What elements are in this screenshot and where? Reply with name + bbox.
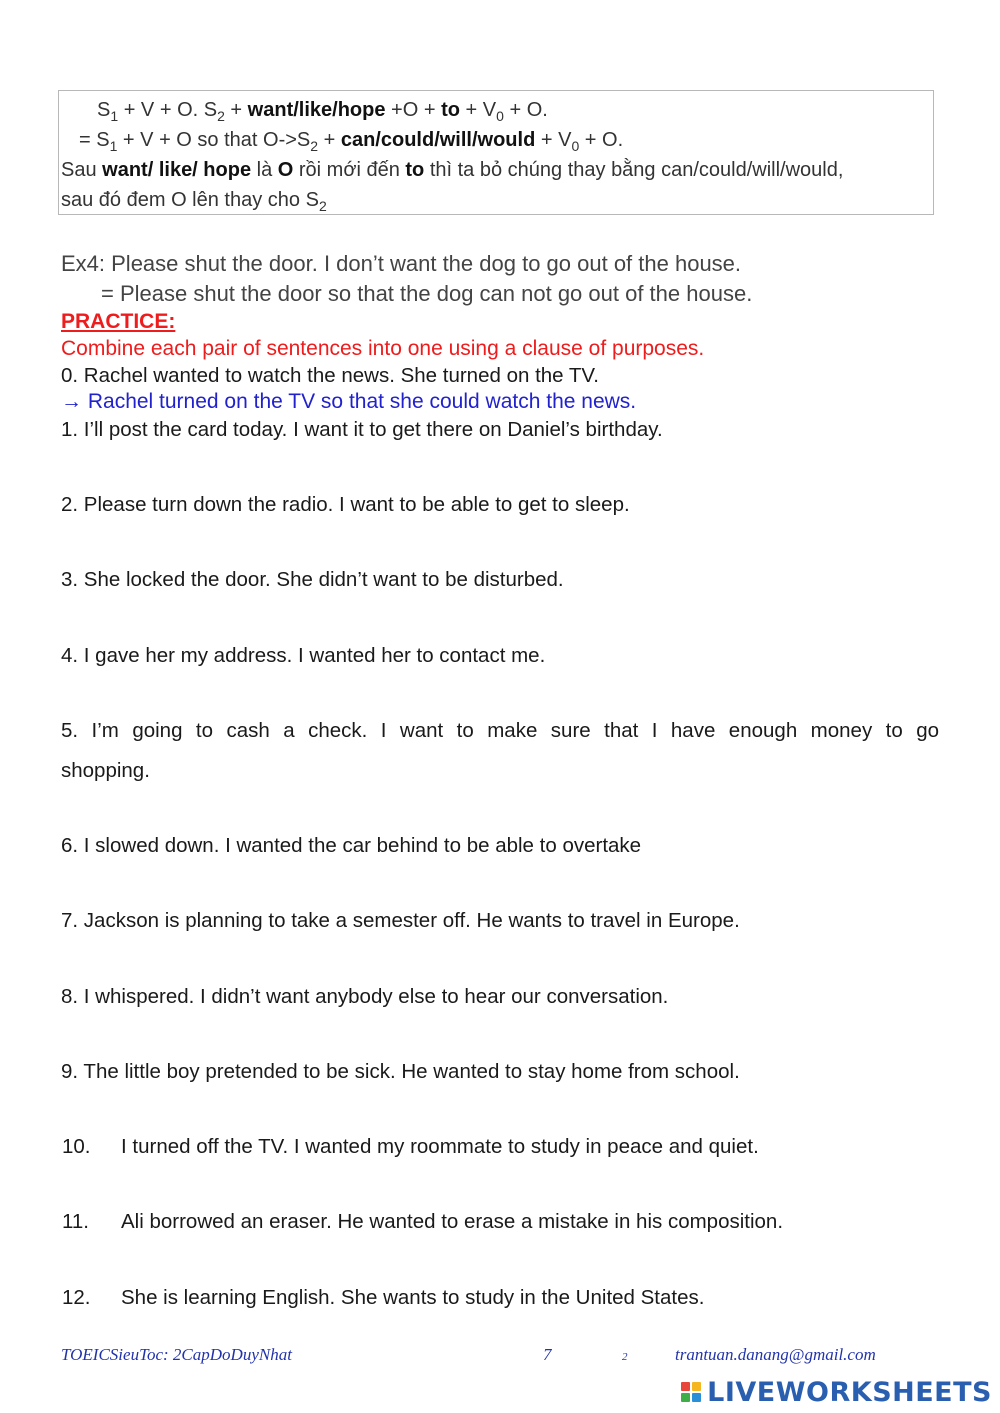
rule-line-2: = $S_1 + V + O$ so that $O->S_2$ + can/could/will/would + $V_0 + O$.	[79, 129, 624, 154]
footer-source: TOEICSieuToc: 2CapDoDuyNhat	[61, 1345, 292, 1364]
sample-answer: Rachel turned on the TV so that she could watch the news.	[87, 390, 637, 413]
question-3: 3. She locked the door. She didn’t want to be disturbed.	[61, 568, 564, 591]
question-1: 1. I’ll post the card today. I want it to get there on Daniel’s birthday.	[61, 418, 663, 441]
footer-small-number: 2	[622, 1351, 628, 1363]
logo-square	[692, 1393, 701, 1402]
question-text: Ali borrowed an eraser. He wanted to erase a mistake in his composition.	[121, 1210, 784, 1233]
footer-page-number: 7	[543, 1345, 552, 1364]
liveworksheets-grid-icon	[681, 1382, 701, 1402]
question-8: 8. I whispered. I didn’t want anybody else to hear our conversation.	[61, 985, 669, 1008]
question-6: 6. I slowed down. I wanted the car behind to be able to overtake	[61, 834, 642, 857]
example-answer: = Please shut the door so that the dog can not go out of the house.	[101, 281, 753, 306]
practice-instruction: Combine each pair of sentences into one using a clause of purposes.	[61, 337, 705, 360]
question-2: 2. Please turn down the radio. I want to be able to get to sleep.	[61, 493, 630, 516]
liveworksheets-wordmark: LIVEWORKSHEETS	[707, 1376, 992, 1408]
sample-answer-line	[61, 390, 636, 414]
question-4: 4. I gave her my address. I wanted her to contact me.	[61, 644, 546, 667]
liveworksheets-logo	[681, 1376, 992, 1408]
question-5: 5. I’m going to cash a check. I want to make sure that I have enough money to go	[61, 719, 939, 742]
question-text: I turned off the TV. I wanted my roommate to study in peace and quiet.	[121, 1135, 759, 1158]
question-9: 9. The little boy pretended to be sick. He wanted to stay home from school.	[61, 1060, 740, 1083]
practice-heading: PRACTICE:	[61, 310, 176, 333]
logo-square	[681, 1382, 690, 1391]
question-12	[0, 1286, 1000, 1312]
sample-question: 0. Rachel wanted to watch the news. She turned on the TV.	[61, 364, 599, 387]
question-7: 7. Jackson is planning to take a semester off. He wants to travel in Europe.	[61, 909, 740, 932]
question-10	[0, 1135, 1000, 1161]
question-text: She is learning English. She wants to study in the United States.	[121, 1286, 705, 1309]
question-11	[0, 1210, 1000, 1236]
rule-line-3: Sau want/ like/ hope là O rồi mới đến to thì ta bỏ chúng thay bằng can/could/will/would,	[61, 159, 844, 181]
rule-line-1: $S_1 + V + O$. $S_2$ + want/like/hope +O + to + $V_0 + O$.	[97, 99, 548, 124]
logo-square	[681, 1393, 690, 1402]
logo-square	[692, 1382, 701, 1391]
arrow-right-icon: →	[61, 390, 82, 413]
question-5-continued: shopping.	[61, 759, 150, 782]
rule-line-4: sau đó đem O lên thay cho $S_2$	[61, 189, 327, 214]
rule-box	[58, 90, 934, 215]
question-number: 10.	[62, 1135, 91, 1158]
question-number: 12.	[62, 1286, 91, 1309]
question-number: 11.	[62, 1210, 89, 1233]
footer-email: trantuan.danang@gmail.com	[675, 1345, 876, 1364]
example-question: Ex4: Please shut the door. I don’t want the dog to go out of the house.	[61, 251, 742, 276]
